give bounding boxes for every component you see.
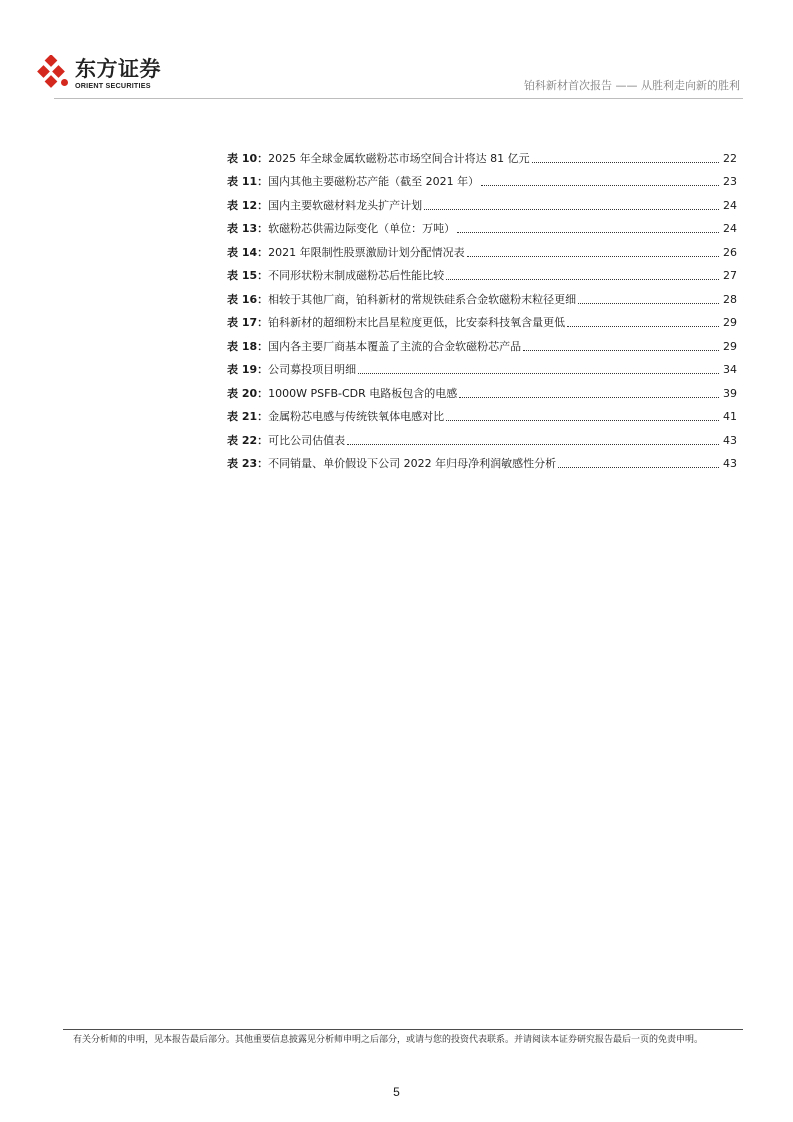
toc-entry-label: 表 13： <box>227 222 269 235</box>
toc-entry-page-number: 28 <box>723 292 737 306</box>
toc-entry-label: 表 16： <box>227 292 269 306</box>
toc-entry-page-number: 23 <box>723 175 737 188</box>
toc-entry-label: 表 22： <box>227 433 269 447</box>
orient-securities-logo <box>36 55 176 95</box>
toc-entry-title: 国内其他主要磁粉芯产能（截至 2021 年） <box>268 175 480 188</box>
toc-entry-title: 相较于其他厂商，铂科新材的常规铁硅系合金软磁粉末粒径更细 <box>268 292 577 306</box>
toc-entry-title: 金属粉芯电感与传统铁氧体电感对比 <box>268 410 445 423</box>
toc-entry-title: 铂科新材的超细粉末比昌星粒度更低，比安泰科技氧含量更低 <box>268 316 566 329</box>
report-title: 铂科新材首次报告 —— 从胜利走向新的胜利 <box>524 79 740 92</box>
orient-securities-logo-icon <box>36 55 70 89</box>
toc-entry-title: 1000W PSFB-CDR 电路板包含的电感 <box>268 386 458 400</box>
toc-entry-title: 国内各主要厂商基本覆盖了主流的合金软磁粉芯产品 <box>268 339 522 353</box>
toc-entry-label: 表 14： <box>227 245 269 259</box>
toc-entry[interactable] <box>227 283 737 307</box>
toc-entry-page-number: 22 <box>723 151 737 165</box>
toc-entry-label: 表 12： <box>227 198 269 212</box>
toc-entry-leader <box>446 279 719 280</box>
toc-entry-page-number: 29 <box>723 316 737 329</box>
toc-entry-label: 表 23： <box>227 457 269 470</box>
toc-entry[interactable] <box>227 330 737 354</box>
toc-entry-leader <box>523 350 719 351</box>
toc-entry-page-number: 43 <box>723 433 737 447</box>
toc-entry-label: 表 11： <box>227 175 269 188</box>
toc-entry[interactable] <box>227 354 737 378</box>
toc-entry[interactable] <box>227 377 737 401</box>
toc-entry-page-number: 41 <box>723 410 737 423</box>
logo-english-name: ORIENT SECURITIES <box>75 81 151 90</box>
toc-entry[interactable] <box>227 236 737 260</box>
toc-entry[interactable] <box>227 189 737 213</box>
toc-entry-label: 表 21： <box>227 410 269 423</box>
toc-entry-label: 表 19： <box>227 363 269 376</box>
toc-entry[interactable] <box>227 166 737 190</box>
toc-entry[interactable] <box>227 260 737 284</box>
toc-entry-label: 表 18： <box>227 339 269 353</box>
toc-entry-leader <box>567 326 719 327</box>
toc-entry-page-number: 24 <box>723 198 737 212</box>
toc-entry-leader <box>347 444 719 445</box>
toc-entry[interactable] <box>227 307 737 331</box>
toc-entry-page-number: 39 <box>723 386 737 400</box>
toc-entry-leader <box>467 256 719 257</box>
analyst-disclaimer: 有关分析师的申明，见本报告最后部分。其他重要信息披露见分析师申明之后部分，或请与您的投资代表联系。并请阅读本证券研究报告最后一页的免责申明。 <box>73 1035 704 1045</box>
toc-entry-leader <box>558 467 719 468</box>
toc-entry-page-number: 24 <box>723 222 737 235</box>
toc-entry-title: 公司募投项目明细 <box>268 363 357 376</box>
toc-entry[interactable] <box>227 213 737 237</box>
toc-entry[interactable] <box>227 142 737 166</box>
toc-entry-page-number: 43 <box>723 457 737 470</box>
toc-entry-title: 可比公司估值表 <box>268 433 346 447</box>
footer-divider <box>63 1029 743 1030</box>
toc-entry-leader <box>446 420 719 421</box>
toc-entry-leader <box>459 397 719 398</box>
logo-chinese-name: 东方证券 <box>75 57 161 81</box>
toc-entry-title: 2025 年全球金属软磁粉芯市场空间合计将达 81 亿元 <box>268 151 530 165</box>
toc-entry-title: 不同形状粉末制成磁粉芯后性能比较 <box>268 269 445 282</box>
toc-entry-page-number: 29 <box>723 339 737 353</box>
toc-entry-title: 国内主要软磁材料龙头扩产计划 <box>268 198 423 212</box>
toc-entry-page-number: 34 <box>723 363 737 376</box>
toc-entry-leader <box>358 373 719 374</box>
toc-entry-title: 2021 年限制性股票激励计划分配情况表 <box>268 245 465 259</box>
toc-entry-page-number: 27 <box>723 269 737 282</box>
toc-entry-leader <box>457 232 719 233</box>
table-of-contents <box>227 142 737 471</box>
toc-entry-page-number: 26 <box>723 245 737 259</box>
toc-entry-label: 表 20： <box>227 386 269 400</box>
toc-entry-title: 不同销量、单价假设下公司 2022 年归母净利润敏感性分析 <box>268 457 557 470</box>
page-number: 5 <box>393 1085 400 1099</box>
header-divider <box>54 98 743 99</box>
toc-entry-title: 软磁粉芯供需边际变化（单位：万吨） <box>268 222 456 235</box>
toc-entry[interactable] <box>227 448 737 472</box>
toc-entry-label: 表 10： <box>227 151 269 165</box>
page-header <box>0 0 793 100</box>
toc-entry[interactable] <box>227 401 737 425</box>
toc-entry-leader <box>424 209 719 210</box>
toc-entry-leader <box>578 303 719 304</box>
toc-entry-leader <box>481 185 719 186</box>
toc-entry[interactable] <box>227 424 737 448</box>
toc-entry-leader <box>532 162 719 163</box>
toc-entry-label: 表 17： <box>227 316 269 329</box>
toc-entry-label: 表 15： <box>227 269 269 282</box>
